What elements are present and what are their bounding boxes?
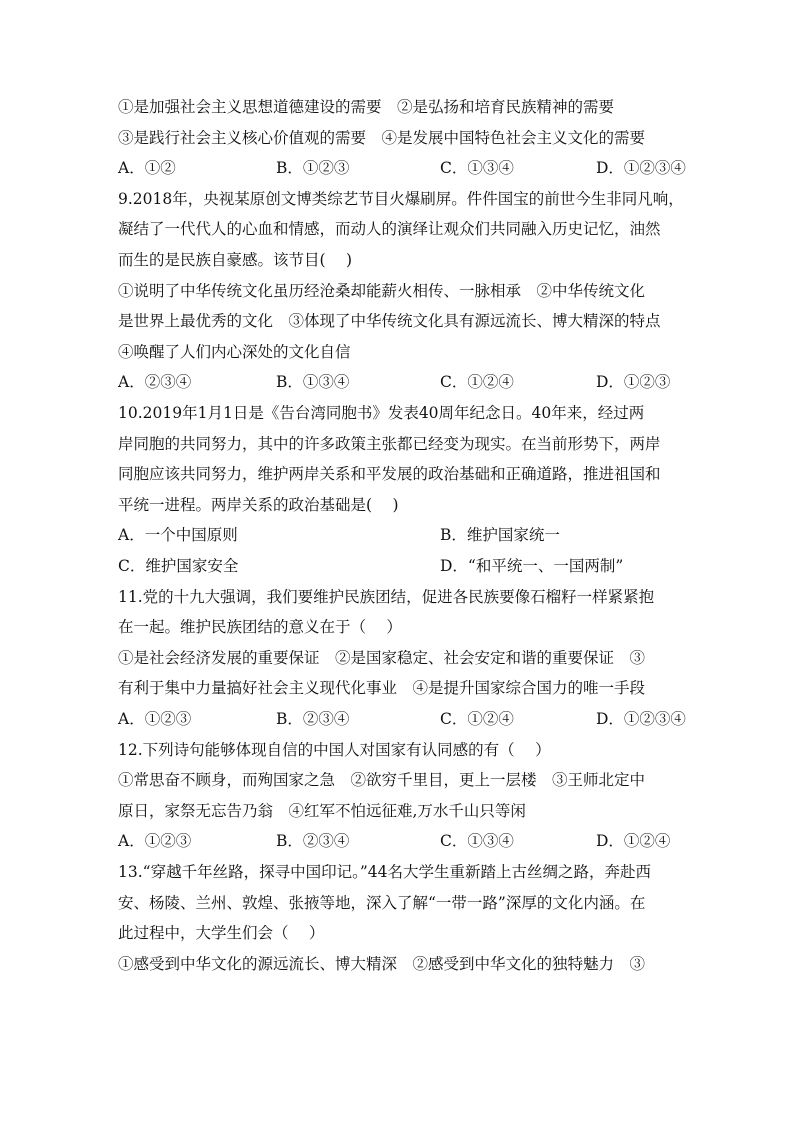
answer-option: B．维护国家统一 xyxy=(440,526,560,544)
text-line: ①是加强社会主义思想道德建设的需要 ②是弘扬和培育民族精神的需要 xyxy=(118,98,615,116)
text-line: 有利于集中力量搞好社会主义现代化事业 ④是提升国家综合国力的唯一手段 xyxy=(118,679,646,697)
answer-option: A．①② xyxy=(118,159,176,177)
text-line: 在一起。维护民族团结的意义在于（ ） xyxy=(118,618,402,636)
answer-option: D．①②③ xyxy=(596,373,671,391)
answer-option: B．②③④ xyxy=(276,832,350,850)
text-line: 安、杨陵、兰州、敦煌、张掖等地，深入了解“一带一路”深厚的文化内涵。在 xyxy=(118,894,646,912)
text-line: 凝结了一代代人的心血和情感，而动人的演绎让观众们共同融入历史记忆，油然 xyxy=(118,220,661,238)
answer-options xyxy=(118,371,676,393)
text-line: 原日，家祭无忘告乃翁 ④红军不怕远征难,万水千山只等闲 xyxy=(118,802,526,820)
answer-options xyxy=(118,524,676,546)
answer-option: D．“和平统一、一国两制” xyxy=(440,557,624,575)
answer-option: D．①②③④ xyxy=(596,159,686,177)
text-line: 10.2019年1月1日是《告台湾同胞书》发表40周年纪念日。40年来，经过两 xyxy=(118,404,645,422)
answer-option: D．①②③④ xyxy=(596,710,686,728)
answer-options xyxy=(118,555,676,577)
answer-option: B．①②③ xyxy=(276,159,350,177)
text-line: ①常思奋不顾身，而殉国家之急 ②欲穷千里目，更上一层楼 ③王师北定中 xyxy=(118,771,646,789)
text-line: ④唤醒了人们内心深处的文化自信 xyxy=(118,343,351,361)
answer-option: B．②③④ xyxy=(276,710,350,728)
text-line: 12.下列诗句能够体现自信的中国人对国家有认同感的有（ ） xyxy=(118,741,551,759)
text-line: 同胞应该共同努力，维护两岸关系和平发展的政治基础和正确道路，推进祖国和 xyxy=(118,465,661,483)
text-line: 13.“穿越千年丝路，探寻中国印记。”44名大学生重新踏上古丝绸之路，奔赴西 xyxy=(118,863,651,881)
answer-option: A．一个中国原则 xyxy=(118,526,238,544)
answer-option: C．①③④ xyxy=(440,832,514,850)
answer-option: A．①②③ xyxy=(118,832,192,850)
text-line: ①说明了中华传统文化虽历经沧桑却能薪火相传、一脉相承 ②中华传统文化 xyxy=(118,282,646,300)
answer-option: C．①③④ xyxy=(440,159,514,177)
text-line: 9.2018年，央视某原创文博类综艺节目火爆刷屏。件件国宝的前世今生非同凡响， xyxy=(118,190,684,208)
text-line: 11.党的十九大强调，我们要维护民族团结，促进各民族要像石榴籽一样紧紧抱 xyxy=(118,588,655,606)
text-line: ③是践行社会主义核心价值观的需要 ④是发展中国特色社会主义文化的需要 xyxy=(118,129,646,147)
text-line: 此过程中，大学生们会（ ） xyxy=(118,924,325,942)
answer-option: D．①②④ xyxy=(596,832,671,850)
text-line: 而生的是民族自豪感。该节目( ) xyxy=(118,251,353,269)
answer-options xyxy=(118,830,676,852)
text-line: 是世界上最优秀的文化 ③体现了中华传统文化具有源远流长、博大精深的特点 xyxy=(118,312,661,330)
answer-options xyxy=(118,708,686,730)
answer-option: C．维护国家安全 xyxy=(118,557,239,575)
answer-option: A．②③④ xyxy=(118,373,192,391)
answer-option: A．①②③ xyxy=(118,710,192,728)
text-line: ①是社会经济发展的重要保证 ②是国家稳定、社会安定和谐的重要保证 ③ xyxy=(118,649,646,667)
text-line: ①感受到中华文化的源远流长、博大精深 ②感受到中华文化的独特魅力 ③ xyxy=(118,955,646,973)
answer-option: B．①③④ xyxy=(276,373,350,391)
answer-option: C．①②④ xyxy=(440,710,514,728)
answer-options xyxy=(118,157,686,179)
text-line: 岸同胞的共同努力，其中的许多政策主张都已经变为现实。在当前形势下，两岸 xyxy=(118,435,661,453)
answer-option: C．①②④ xyxy=(440,373,514,391)
text-line: 平统一进程。两岸关系的政治基础是( ) xyxy=(118,496,399,514)
